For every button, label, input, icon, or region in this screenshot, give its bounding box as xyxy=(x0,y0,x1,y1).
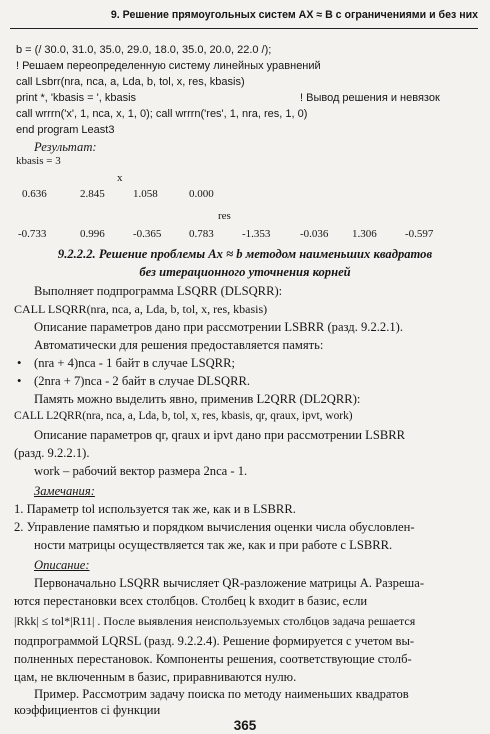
res-value: -0.733 xyxy=(18,228,47,240)
res-value: 0.783 xyxy=(189,228,214,240)
body-line: Первоначально LSQRR вычисляет QR-разложение матрицы A. Разреша- xyxy=(34,576,425,590)
x-value: 2.845 xyxy=(80,188,105,200)
x-output-label: x xyxy=(117,172,123,184)
call-signature: CALL LSQRR(nra, nca, a, Lda, b, tol, x, res, kbasis) xyxy=(14,302,268,316)
body-line: Описание параметров qr, qraux и ipvt дано при рассмотрении LSBRR xyxy=(34,428,406,442)
bullet-item: • (nra + 4)nca - 1 байт в случае LSQRR; xyxy=(34,356,235,371)
result-label: Результат: xyxy=(34,140,97,154)
code-line: call wrrrn('x', 1, nca, x, 1, 0); call wrrrn('res', 1, nra, res, 1, 0) xyxy=(16,108,308,120)
notes-heading: Замечания: xyxy=(34,484,95,498)
body-line: Память можно выделить явно, применив L2QRR (DL2QRR): xyxy=(34,392,361,406)
body-line: Описание параметров дано при рассмотрении LSBRR (разд. 9.2.2.1). xyxy=(34,320,403,334)
body-line: полненных перестановок. Компоненты решения, соответствующие столб- xyxy=(14,652,412,666)
body-line: Автоматически для решения предоставляется память: xyxy=(34,338,324,352)
res-value: -0.036 xyxy=(300,228,329,240)
numbered-item: 1. Параметр tol используется так же, как и в LSBRR. xyxy=(14,502,296,516)
body-line: ности матрицы осуществляется так же, как и при работе с LSBRR. xyxy=(34,538,393,552)
res-output-label: res xyxy=(218,210,231,222)
numbered-item: 2. Управление памятью и порядком вычисления оценки числа обусловлен- xyxy=(14,520,415,534)
section-subtitle: без итерационного уточнения корней xyxy=(139,265,351,279)
bullet-item: • (2nra + 7)nca - 2 байт в случае DLSQRR. xyxy=(34,374,250,389)
body-line: |Rkk| ≤ tol*|R11| . После выявления неиспользуемых столбцов задача решается xyxy=(14,614,416,628)
res-value: 0.996 xyxy=(80,228,105,240)
res-value: -0.365 xyxy=(133,228,162,240)
call-signature: CALL L2QRR(nra, nca, a, Lda, b, tol, x, res, kbasis, qr, qraux, ipvt, work) xyxy=(14,410,353,422)
example-line: Пример. Рассмотрим задачу поиска по методу наименьших квадратов xyxy=(34,687,409,701)
body-line: Выполняет подпрограмма LSQRR (DLSQRR): xyxy=(34,284,283,298)
code-line: print *, 'kbasis = ', kbasis xyxy=(16,92,137,104)
body-line: ются перестановки всех столбцов. Столбец k входит в базис, если xyxy=(14,594,368,608)
code-comment: ! Вывод решения и невязок xyxy=(300,92,440,104)
code-line: call Lsbrr(nra, nca, a, Lda, b, tol, x, res, kbasis) xyxy=(16,76,245,88)
code-line: end program Least3 xyxy=(16,124,115,136)
example-line: коэффициентов ci функции xyxy=(14,703,161,717)
body-line: work – рабочий вектор размера 2nca - 1. xyxy=(34,464,248,478)
body-line: подпрограммой LQRSL (разд. 9.2.2.4). Решение формируется с учетом вы- xyxy=(14,634,415,648)
section-title: 9.2.2.2. Решение проблемы Ax ≈ b методом наименьших квадратов xyxy=(57,247,433,261)
running-header xyxy=(10,6,478,29)
page-number: 365 xyxy=(233,718,257,733)
x-value: 0.000 xyxy=(189,188,214,200)
kbasis-output: kbasis = 3 xyxy=(16,155,61,167)
description-heading: Описание: xyxy=(34,558,90,572)
code-line: b = (/ 30.0, 31.0, 35.0, 29.0, 18.0, 35.0, 20.0, 22.0 /); xyxy=(16,44,272,56)
x-value: 0.636 xyxy=(22,188,47,200)
running-header-text: 9. Решение прямоугольных систем AX ≈ B с ограничениями и без них xyxy=(110,9,478,21)
res-value: 1.306 xyxy=(352,228,377,240)
x-value: 1.058 xyxy=(133,188,158,200)
body-line: цам, не включенным в базис, приравниваются нулю. xyxy=(14,670,297,684)
code-line: ! Решаем переопределенную систему линейных уравнений xyxy=(16,60,321,72)
res-value: -1.353 xyxy=(242,228,271,240)
res-value: -0.597 xyxy=(405,228,434,240)
body-line: (разд. 9.2.2.1). xyxy=(14,446,90,460)
